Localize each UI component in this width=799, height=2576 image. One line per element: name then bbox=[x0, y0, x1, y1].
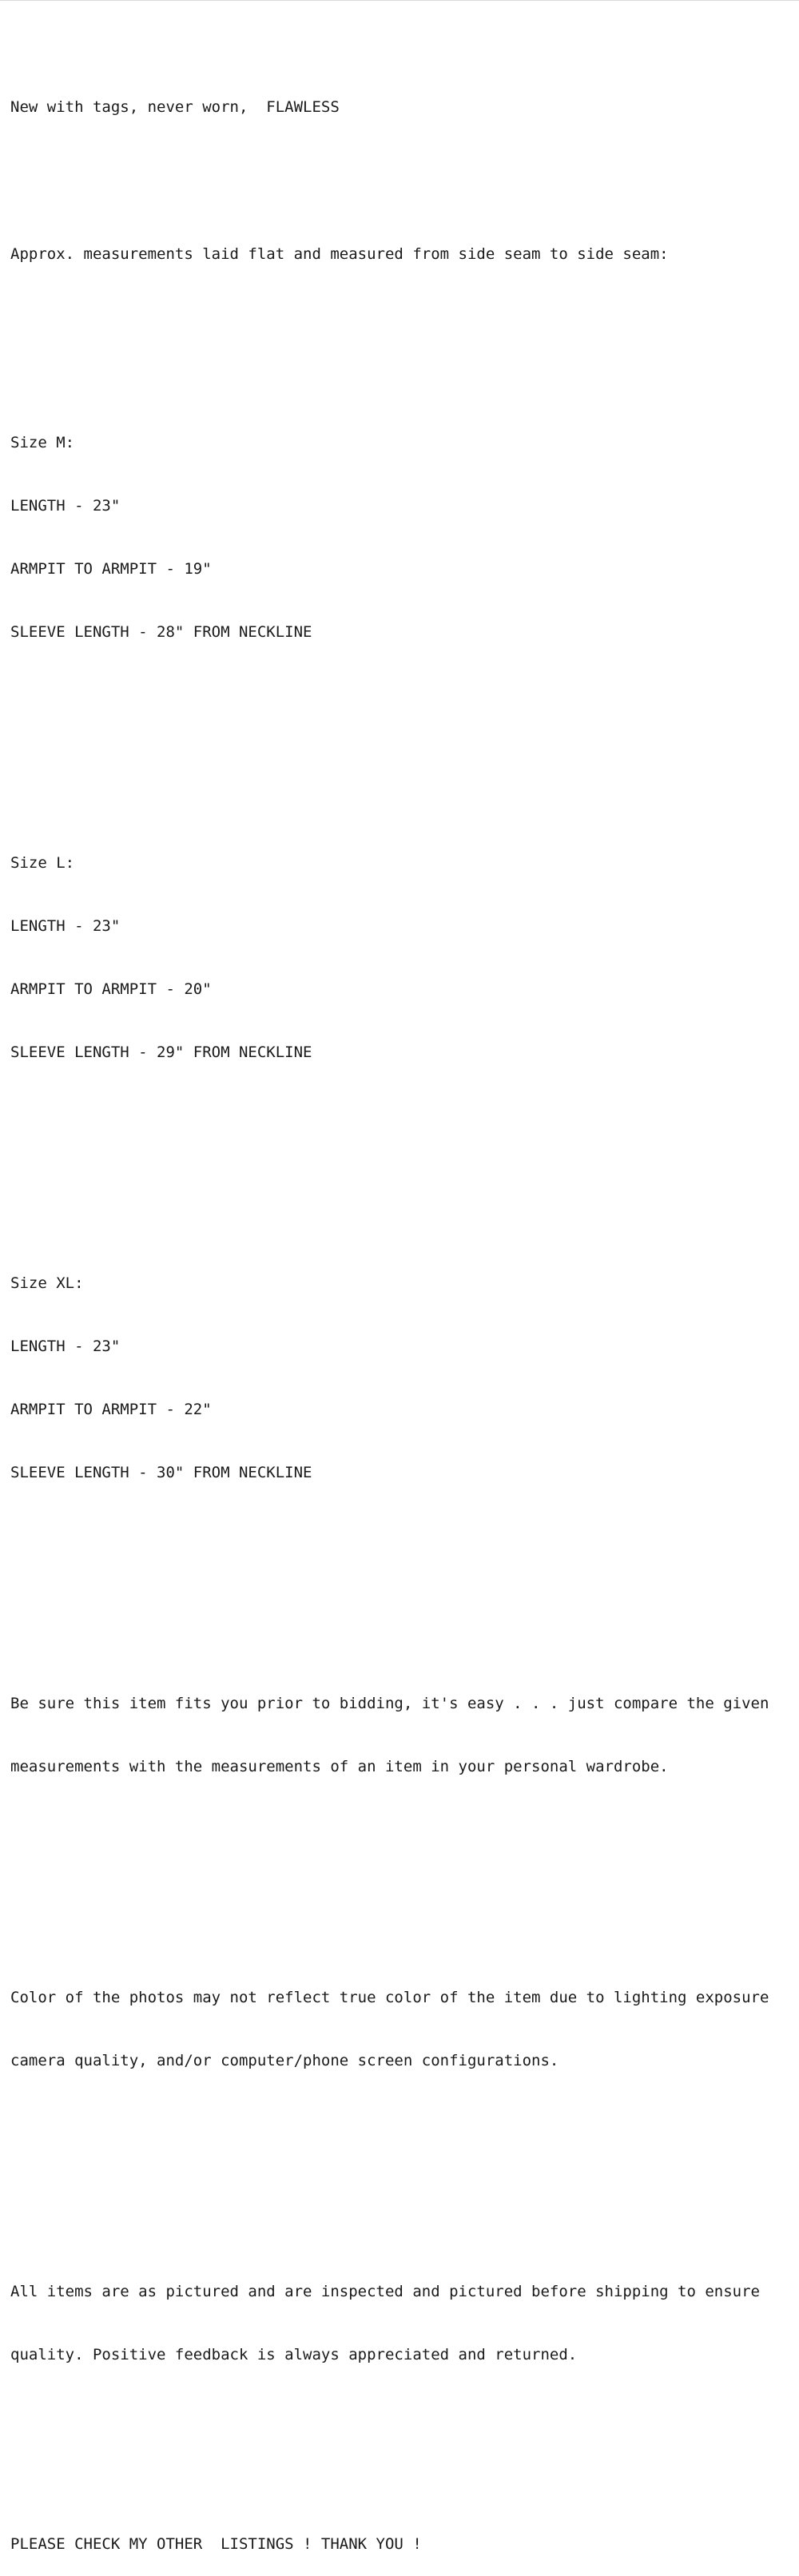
quality-note-line: All items are as pictured and are inspected and pictured before shipping to ensure bbox=[10, 2283, 760, 2301]
size-block-m bbox=[10, 391, 799, 685]
size-armpit: ARMPIT TO ARMPIT - 20" bbox=[10, 980, 212, 999]
quality-note-line: quality. Positive feedback is always appreciated and returned. bbox=[10, 2346, 578, 2364]
size-length: LENGTH - 23" bbox=[10, 497, 121, 515]
color-note-line: Color of the photos may not reflect true color of the item due to lighting exposure bbox=[10, 1989, 769, 2007]
top-border bbox=[0, 0, 799, 1]
closing-line: PLEASE CHECK MY OTHER LISTINGS ! THANK YOU ! bbox=[10, 2535, 422, 2554]
fit-note bbox=[10, 1652, 799, 1819]
spacer bbox=[10, 727, 799, 748]
size-sleeve: SLEEVE LENGTH - 28" FROM NECKLINE bbox=[10, 623, 312, 642]
spacer bbox=[10, 2450, 799, 2471]
quality-note bbox=[10, 2240, 799, 2407]
size-heading: Size L: bbox=[10, 854, 75, 873]
fit-note-line: measurements with the measurements of an item in your personal wardrobe. bbox=[10, 1758, 669, 1776]
spacer bbox=[10, 2156, 799, 2176]
size-heading: Size XL: bbox=[10, 1274, 84, 1293]
size-block-xl bbox=[10, 1231, 799, 1525]
size-sleeve: SLEEVE LENGTH - 30" FROM NECKLINE bbox=[10, 1463, 312, 1481]
spacer bbox=[10, 159, 799, 180]
spacer bbox=[10, 1147, 799, 1167]
listing-description bbox=[10, 54, 799, 2554]
color-note bbox=[10, 1946, 799, 2113]
spacer bbox=[10, 1862, 799, 1882]
size-heading: Size M: bbox=[10, 434, 75, 452]
condition-line: New with tags, never worn, FLAWLESS bbox=[10, 97, 340, 116]
spacer bbox=[10, 1567, 799, 1588]
fit-note-line: Be sure this item fits you prior to bidding, it's easy . . . just compare the given bbox=[10, 1695, 769, 1713]
color-note-line: camera quality, and/or computer/phone screen configurations. bbox=[10, 2052, 559, 2070]
size-armpit: ARMPIT TO ARMPIT - 19" bbox=[10, 560, 212, 578]
size-armpit: ARMPIT TO ARMPIT - 22" bbox=[10, 1401, 212, 1418]
size-length: LENGTH - 23" bbox=[10, 917, 121, 936]
size-sleeve: SLEEVE LENGTH - 29" FROM NECKLINE bbox=[10, 1043, 312, 1061]
size-length: LENGTH - 23" bbox=[10, 1338, 121, 1356]
size-block-l bbox=[10, 811, 799, 1105]
measurement-note: Approx. measurements laid flat and measured from side seam to side seam: bbox=[10, 244, 669, 263]
spacer bbox=[10, 307, 799, 328]
